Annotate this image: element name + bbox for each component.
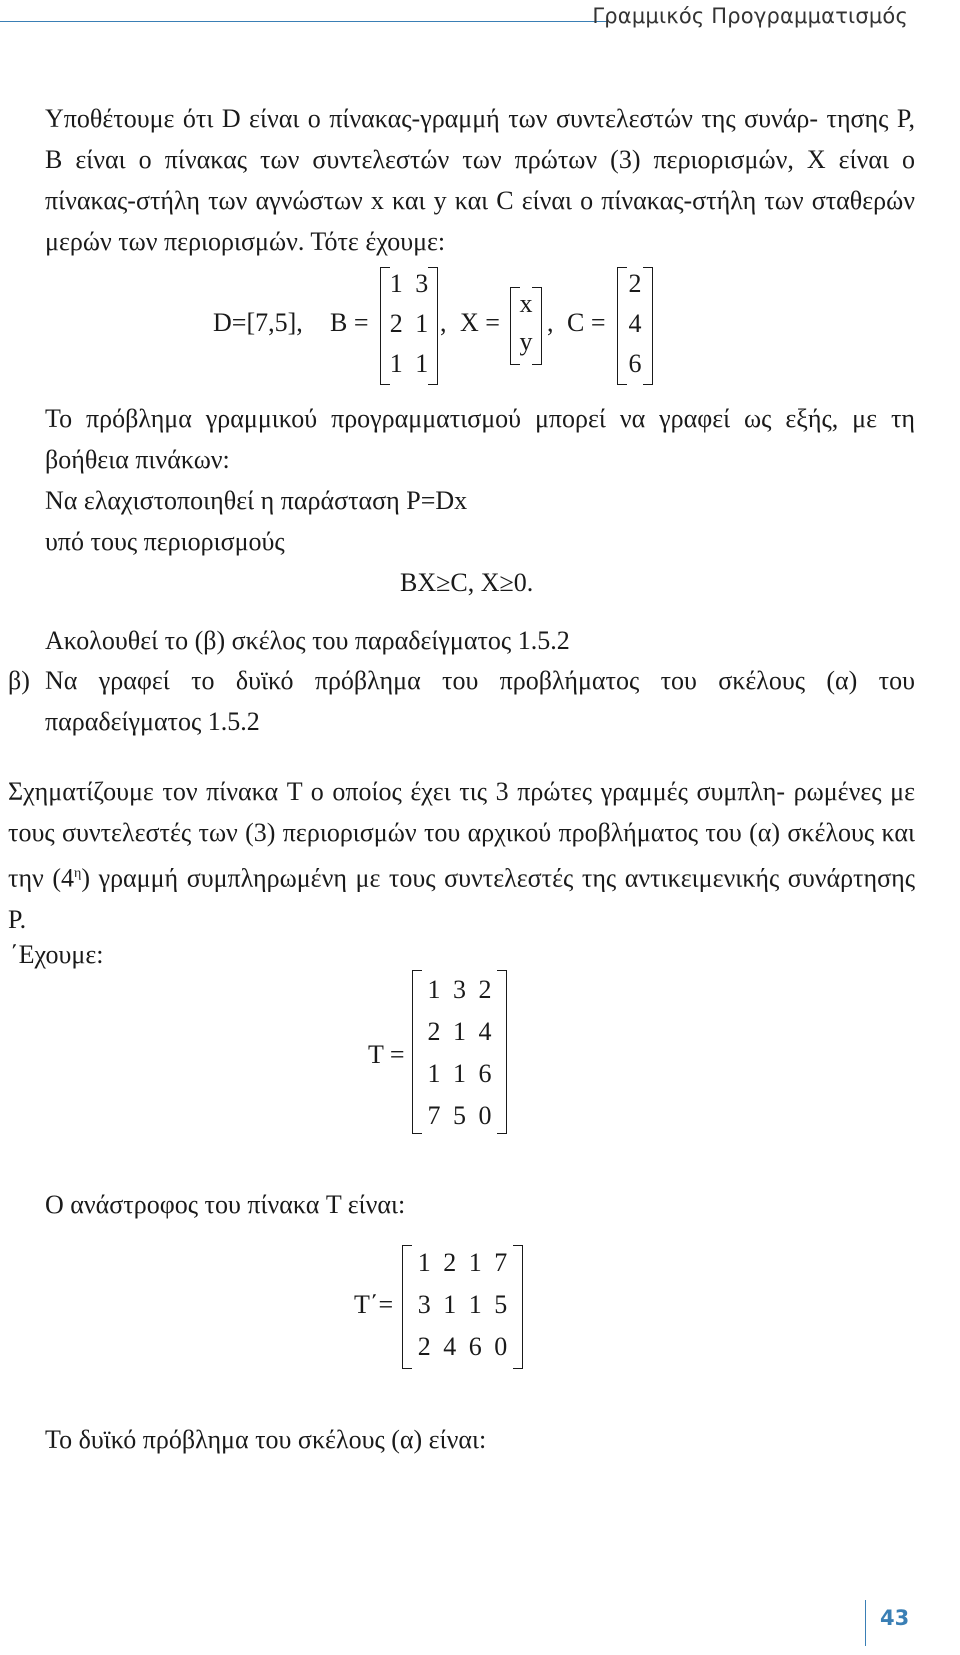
- subject-to-line: υπό τους περιορισμούς: [45, 527, 285, 556]
- transpose-intro: Ο ανάστροφος του πίνακα T είναι:: [45, 1190, 406, 1219]
- running-header: Γραμμικός Προγραμματισμός: [592, 4, 908, 28]
- matrix-t-transpose-row: 1 2 1 7: [417, 1248, 508, 1277]
- superscript: η: [74, 866, 82, 881]
- b-label: B =: [330, 308, 369, 337]
- header-rule: [0, 21, 607, 22]
- paragraph-matrix-t-part2: ) γραμμή συμπληρωμένη με τους συντελεστές της αντικειμενικής συνάρτησης P.: [8, 863, 915, 934]
- matrix-b: [380, 267, 438, 385]
- matrix-t-row: 1 3 2: [427, 975, 492, 1004]
- matrix-t-row: 1 1 6: [427, 1059, 492, 1088]
- page-number-bar: [865, 1600, 866, 1646]
- matrix-c-row: 6: [628, 349, 642, 378]
- matrix-t-row: 2 1 4: [427, 1017, 492, 1046]
- matrix-t: [412, 970, 507, 1134]
- paragraph-matrix-t: [8, 771, 915, 940]
- part-b-label: β): [8, 666, 30, 695]
- t-transpose-label: T΄=: [354, 1290, 394, 1319]
- c-label: C =: [567, 308, 606, 337]
- comma: ,: [440, 308, 447, 337]
- paragraph-problem-statement: Το πρόβλημα γραμμικού προγραμματισμού μπορεί να γραφεί ως εξής, με τη βοήθεια πινάκων:: [45, 404, 915, 474]
- matrix-t-row: 7 5 0: [427, 1101, 492, 1130]
- paragraph-matrix-t-part1: Σχηματίζουμε τον πίνακα T ο οποίος έχει τις 3 πρώτες γραμμές συμπλη- ρωμένες με τους συντελεστές των (3) περιορισμών του αρχικού προβλήματος του (α) σκέλους και την (4: [8, 777, 915, 893]
- paragraph-definitions: Υποθέτουμε ότι D είναι ο πίνακας-γραμμή των συντελεστών της συνάρ- τησης P, B είναι ο πίνακας των συντελεστών των πρώτων (3) περιορισμών, X είναι ο πίνακας-στήλη των αγνώστων x και y και C είναι ο πίνακας-στήλη των σταθερών μερών των περιορισμών. Τότε έχουμε:: [45, 104, 915, 256]
- constraints-line: BX≥C, X≥0.: [400, 568, 534, 597]
- matrix-x-row: x: [519, 289, 533, 318]
- matrix-c: [617, 267, 653, 385]
- dual-problem-intro: Το δυϊκό πρόβλημα του σκέλους (α) είναι:: [45, 1425, 487, 1454]
- matrix-x-row: y: [519, 327, 533, 356]
- paragraph-part-b: Να γραφεί το δυϊκό πρόβλημα του προβλήματος του σκέλους (α) του παραδείγματος 1.5.2: [45, 666, 915, 736]
- matrix-x: [510, 287, 542, 365]
- d-definition: D=[7,5],: [213, 308, 303, 337]
- comma: ,: [547, 308, 554, 337]
- matrix-c-row: 2: [628, 269, 642, 298]
- we-have-line: ΄Εχουμε:: [10, 940, 104, 969]
- matrix-t-transpose-row: 3 1 1 5: [417, 1290, 508, 1319]
- matrix-c-row: 4: [628, 309, 642, 338]
- x-label: X =: [460, 308, 500, 337]
- matrix-t-transpose: [402, 1245, 523, 1369]
- t-label: T =: [368, 1040, 405, 1069]
- minimize-line: Να ελαχιστοποιηθεί η παράσταση P=Dx: [45, 486, 468, 515]
- paragraph-part-b-intro: Ακολουθεί το (β) σκέλος του παραδείγματος 1.5.2: [45, 626, 570, 655]
- matrix-b-row: 2 1: [389, 309, 429, 338]
- page-number: 43: [880, 1606, 910, 1630]
- matrix-t-transpose-row: 2 4 6 0: [417, 1332, 508, 1361]
- matrix-b-row: 1 3: [389, 269, 429, 298]
- matrix-b-row: 1 1: [389, 349, 429, 378]
